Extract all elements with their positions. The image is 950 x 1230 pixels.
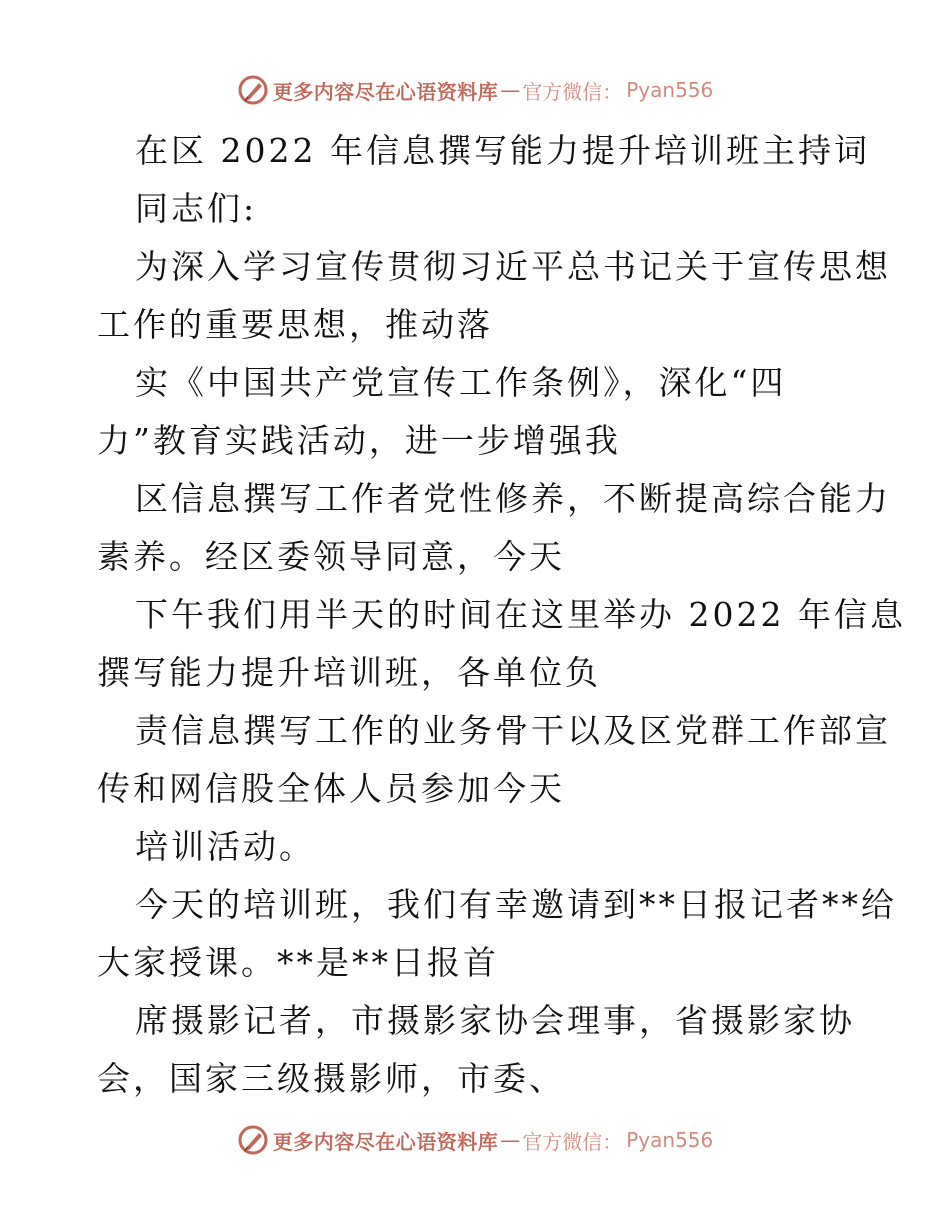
text-line: 素养。经区委领导同意，今天: [97, 537, 565, 576]
text-line: 培训活动。: [135, 827, 315, 866]
text-line: 实《中国共产党宣传工作条例》，深化“四: [135, 363, 787, 402]
text-line: 工作的重要思想，推动落: [97, 305, 493, 344]
watermark-label: 官方微信：: [522, 79, 623, 104]
watermark-separator: —: [500, 78, 521, 102]
text-line: 下午我们用半天的时间在这里举办 2022 年信息: [135, 595, 906, 634]
text-line: 席摄影记者，市摄影家协会理事，省摄影家协: [135, 1001, 855, 1040]
watermark-wechat-id: Pyan556: [626, 1128, 714, 1152]
text-line: 为深入学习宣传贯彻习近平总书记关于宣传思想: [135, 247, 891, 286]
document-title: 在区 2022 年信息撰写能力提升培训班主持词: [135, 131, 870, 170]
text-line: 责信息撰写工作的业务骨干以及区党群工作部宣: [135, 711, 891, 750]
salutation: 同志们:: [135, 189, 258, 228]
watermark-brand: 更多内容尽在心语资料库: [272, 1129, 499, 1154]
text-line: 传和网信股全体人员参加今天: [97, 769, 565, 808]
text-line: 区信息撰写工作者党性修养，不断提高综合能力: [135, 479, 891, 518]
text-line: 撰写能力提升培训班，各单位负: [97, 653, 601, 692]
text-line: 今天的培训班，我们有幸邀请到**日报记者**给: [135, 885, 897, 924]
quill-pen-icon: [237, 74, 269, 106]
watermark-brand: 更多内容尽在心语资料库: [272, 79, 499, 104]
text-line: 力”教育实践活动，进一步增强我: [97, 421, 621, 460]
text-line: 会，国家三级摄影师，市委、: [97, 1059, 565, 1098]
watermark-wechat-id: Pyan556: [626, 78, 714, 102]
watermark-separator: —: [500, 1128, 521, 1152]
header-watermark: [0, 70, 950, 110]
quill-pen-icon: [237, 1124, 269, 1156]
text-line: 大家授课。**是**日报首: [97, 943, 499, 982]
document-body: [97, 122, 906, 1108]
footer-watermark: [0, 1120, 950, 1160]
watermark-label: 官方微信：: [522, 1129, 623, 1154]
